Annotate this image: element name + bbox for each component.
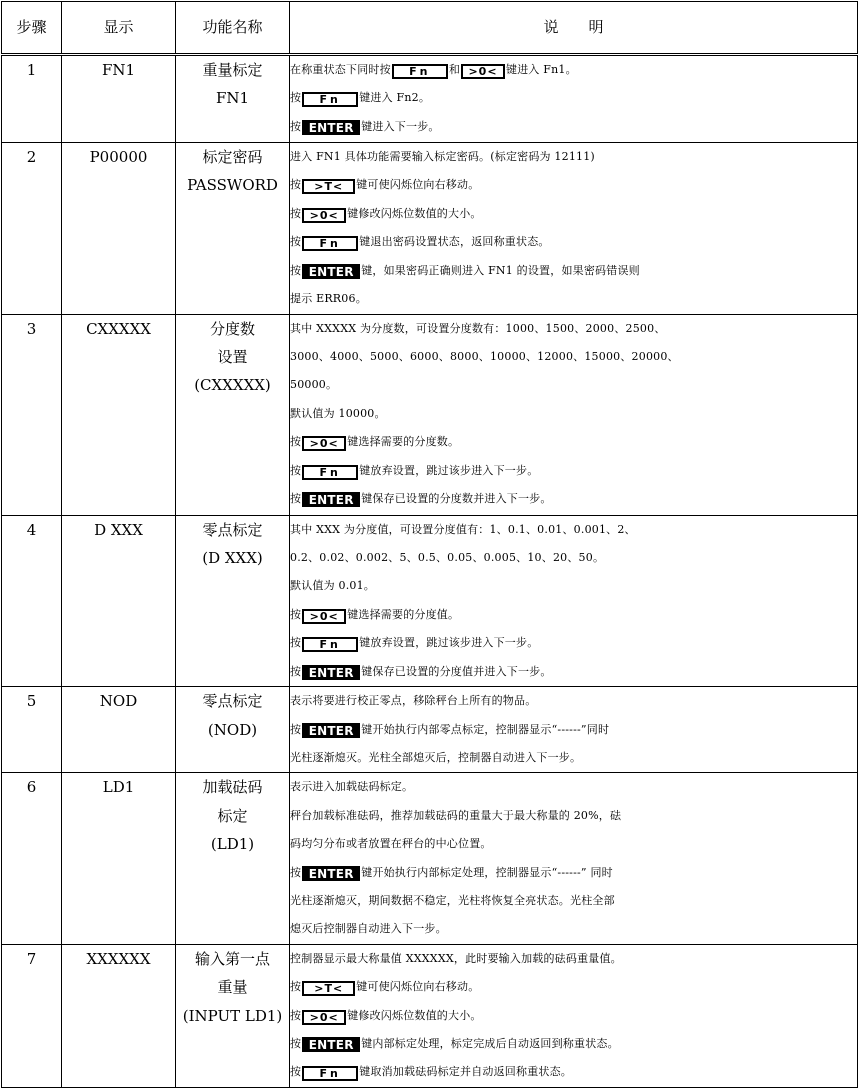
description-text: 按 [290, 865, 302, 879]
key-label: >0< [309, 609, 339, 623]
description-cell [290, 314, 858, 515]
description-line [290, 830, 857, 858]
description-text: 按 [290, 235, 302, 249]
description-text: 在称重状态下同时按 [290, 63, 391, 76]
function-name-line: (LD1) [210, 835, 255, 854]
description-line [290, 400, 857, 428]
table-row [2, 55, 858, 143]
zero-key-icon [302, 436, 346, 451]
description-line [290, 457, 857, 485]
description-text: 码均匀分布或者放置在秤台的中心位置。 [290, 837, 492, 851]
description-text: 按 [290, 1037, 302, 1051]
description-line [290, 257, 857, 285]
enter-key-icon [302, 866, 360, 881]
key-label: >T< [314, 982, 344, 996]
fn-key-icon [302, 1066, 358, 1081]
fn-key-icon [302, 637, 358, 652]
step-number: 3 [2, 314, 62, 515]
display-code: D XXX [62, 515, 176, 687]
zero-key-icon [302, 609, 346, 624]
table-row [2, 773, 858, 945]
description-text: 按 [290, 664, 302, 678]
key-label: Fn [319, 1067, 341, 1081]
function-name [176, 773, 290, 945]
display-code: NOD [62, 687, 176, 773]
zero-key-icon [461, 64, 505, 79]
description-text: 按 [290, 206, 302, 220]
key-label: ENTER [308, 492, 354, 507]
description-text: 光柱逐渐熄灭，期间数据不稳定，光柱将恢复全亮状态。光柱全部 [290, 893, 615, 907]
step-number: 5 [2, 687, 62, 773]
description-text: 键放弃设置，跳过该步进入下一步。 [359, 636, 539, 650]
description-text: 进入 FN1 具体功能需要输入标定密码。(标定密码为 12111) [290, 150, 595, 164]
description-text: 按 [290, 722, 302, 736]
description-line [290, 658, 857, 686]
step-number: 4 [2, 515, 62, 687]
key-label: ENTER [308, 1038, 354, 1053]
description-line [290, 716, 857, 744]
description-line [290, 1002, 857, 1030]
key-label: >0< [309, 1010, 339, 1024]
description-line [290, 171, 857, 199]
header-display: 显示 [62, 2, 176, 55]
key-label: ENTER [308, 723, 354, 738]
table-row [2, 687, 858, 773]
description-text: 键进入 Fn2。 [359, 91, 431, 105]
description-cell [290, 143, 858, 315]
enter-key-icon [302, 1037, 360, 1052]
function-name-line: 设置 [217, 347, 248, 366]
function-name [176, 687, 290, 773]
description-text: 按 [290, 435, 302, 449]
fn-key-icon [392, 64, 448, 79]
key-label: >0< [309, 437, 339, 451]
description-text: 键可使闪烁位向右移动。 [356, 178, 480, 192]
step-number: 7 [2, 944, 62, 1087]
description-text: 按 [290, 119, 302, 133]
description-line [290, 113, 857, 141]
description-line [290, 1058, 857, 1086]
description-text: 默认值为 0.01。 [290, 579, 375, 593]
key-label: >T< [314, 180, 344, 194]
key-label: ENTER [308, 120, 354, 135]
key-label: Fn [319, 93, 341, 107]
description-line [290, 143, 857, 171]
description-line [290, 200, 857, 228]
table-row [2, 944, 858, 1087]
description-text: 键开始执行内部零点标定，控制器显示“------”同时 [361, 722, 610, 736]
description-text: 秤台加载标准砝码，推荐加载砝码的重量大于最大称量的 20%，砝 [290, 808, 622, 822]
key-label: >0< [309, 208, 339, 222]
function-name-line: 重量 [217, 978, 248, 997]
calibration-steps-table [1, 1, 858, 1088]
description-cell [290, 55, 858, 143]
description-line [290, 371, 857, 399]
description-line [290, 601, 857, 629]
description-cell [290, 773, 858, 945]
function-name [176, 944, 290, 1087]
description-line [290, 572, 857, 600]
description-text: 键取消加载砝码标定并自动返回称重状态。 [359, 1065, 573, 1079]
function-name-line: 输入第一点 [194, 949, 270, 968]
key-label: >0< [468, 65, 498, 78]
function-name-line: (INPUT LD1) [182, 1006, 283, 1025]
enter-key-icon [302, 264, 360, 279]
function-name-line: 标定密码 [202, 148, 263, 167]
description-text: 键放弃设置，跳过该步进入下一步。 [359, 463, 539, 477]
display-code: XXXXXX [62, 944, 176, 1087]
tare-key-icon [302, 981, 355, 996]
description-line [290, 802, 857, 830]
key-label: ENTER [308, 866, 354, 881]
description-cell [290, 687, 858, 773]
description-text: 0.2、0.02、0.002、5、0.5、0.05、0.005、10、20、50。 [290, 551, 605, 565]
key-label: ENTER [308, 264, 354, 279]
description-text: 按 [290, 636, 302, 650]
function-name [176, 55, 290, 143]
step-number: 1 [2, 55, 62, 143]
function-name-line: (D XXX) [202, 549, 263, 568]
function-name-line: (CXXXXX) [194, 376, 271, 395]
description-line [290, 544, 857, 572]
description-line [290, 315, 857, 343]
function-name [176, 515, 290, 687]
description-text: 键修改闪烁位数值的大小。 [347, 1008, 482, 1022]
description-text: 熄灭后控制器自动进入下一步。 [290, 922, 447, 936]
function-name-line: 分度数 [209, 319, 255, 338]
key-label: Fn [319, 237, 341, 251]
function-name-line: 加载砝码 [202, 778, 263, 797]
table-row [2, 515, 858, 687]
header-description: 说 明 [290, 2, 858, 55]
description-text: 键开始执行内部标定处理，控制器显示“------” 同时 [361, 865, 613, 879]
tare-key-icon [302, 179, 355, 194]
description-text: 默认值为 10000。 [290, 406, 386, 420]
zero-key-icon [302, 208, 346, 223]
description-text: 按 [290, 463, 302, 477]
description-line [290, 485, 857, 513]
display-code: LD1 [62, 773, 176, 945]
description-text: 和 [448, 63, 461, 76]
table-row [2, 314, 858, 515]
step-number: 2 [2, 143, 62, 315]
display-code: FN1 [62, 55, 176, 143]
key-label: Fn [319, 465, 341, 479]
function-name-line: 标定 [217, 806, 248, 825]
function-name-line: (NOD) [207, 720, 258, 739]
description-text: 键保存已设置的分度数并进入下一步。 [361, 491, 552, 505]
fn-key-icon [302, 465, 358, 480]
table-body [2, 55, 858, 1088]
function-name-line: PASSWORD [187, 176, 278, 195]
step-number: 6 [2, 773, 62, 945]
description-text: 按 [290, 491, 302, 505]
description-text: 键选择需要的分度值。 [347, 607, 460, 621]
description-line [290, 516, 857, 544]
description-text: 键退出密码设置状态，返回称重状态。 [359, 235, 550, 249]
description-text: 键进入 Fn1。 [506, 63, 577, 76]
fn-key-icon [302, 236, 358, 251]
header-step: 步骤 [2, 2, 62, 55]
enter-key-icon [302, 120, 360, 135]
description-text: 键修改闪烁位数值的大小。 [347, 206, 482, 220]
description-line [290, 56, 857, 84]
display-code: CXXXXX [62, 314, 176, 515]
description-line [290, 744, 857, 772]
description-text: 键进入下一步。 [361, 119, 440, 133]
description-line [290, 973, 857, 1001]
description-cell [290, 944, 858, 1087]
zero-key-icon [302, 1010, 346, 1025]
key-label: Fn [319, 638, 341, 652]
description-text: 其中 XXXXX 为分度数，可设置分度数有：1000、1500、2000、2500、 [290, 321, 666, 335]
description-line [290, 428, 857, 456]
description-text: 键，如果密码正确则进入 FN1 的设置，如果密码错误则 [361, 263, 640, 277]
description-text: 其中 XXX 为分度值，可设置分度值有：1、0.1、0.01、0.001、2、 [290, 522, 636, 536]
description-line [290, 1030, 857, 1058]
function-name-line: FN1 [215, 89, 250, 108]
function-name [176, 143, 290, 315]
description-text: 按 [290, 178, 302, 192]
description-text: 光柱逐渐熄灭。光柱全部熄灭后，控制器自动进入下一步。 [290, 750, 582, 764]
description-text: 键保存已设置的分度值并进入下一步。 [361, 664, 552, 678]
description-line [290, 945, 857, 973]
fn-key-icon [302, 92, 358, 107]
description-text: 提示 ERR06。 [290, 292, 367, 306]
function-name-line: 零点标定 [202, 692, 263, 711]
description-line [290, 887, 857, 915]
description-text: 表示将要进行校正零点，移除秤台上所有的物品。 [290, 694, 537, 708]
description-line [290, 687, 857, 715]
description-text: 键可使闪烁位向右移动。 [356, 980, 480, 994]
description-cell [290, 515, 858, 687]
description-text: 按 [290, 980, 302, 994]
function-name-line: 零点标定 [202, 520, 263, 539]
description-line [290, 915, 857, 943]
header-function-name: 功能名称 [176, 2, 290, 55]
table-header-row [2, 2, 858, 55]
description-text: 键选择需要的分度数。 [347, 435, 460, 449]
enter-key-icon [302, 665, 360, 680]
function-name [176, 314, 290, 515]
description-text: 按 [290, 1008, 302, 1022]
description-line [290, 84, 857, 112]
description-text: 按 [290, 263, 302, 277]
function-name-line: 重量标定 [202, 61, 263, 79]
description-text: 按 [290, 607, 302, 621]
description-text: 50000。 [290, 378, 338, 392]
description-line [290, 629, 857, 657]
description-text: 按 [290, 1065, 302, 1079]
description-text: 键内部标定处理，标定完成后自动返回到称重状态。 [361, 1037, 619, 1051]
description-line [290, 228, 857, 256]
key-label: Fn [409, 65, 431, 78]
description-line [290, 343, 857, 371]
key-label: ENTER [308, 665, 354, 680]
description-line [290, 285, 857, 313]
enter-key-icon [302, 723, 360, 738]
display-code: P00000 [62, 143, 176, 315]
description-text: 控制器显示最大称量值 XXXXXX，此时要输入加载的砝码重量值。 [290, 951, 622, 965]
table-row [2, 143, 858, 315]
description-text: 按 [290, 91, 302, 105]
description-line [290, 859, 857, 887]
description-text: 表示进入加载砝码标定。 [290, 780, 414, 794]
description-text: 3000、4000、5000、6000、8000、10000、12000、15000、20000、 [290, 349, 679, 363]
description-line [290, 773, 857, 801]
enter-key-icon [302, 492, 360, 507]
